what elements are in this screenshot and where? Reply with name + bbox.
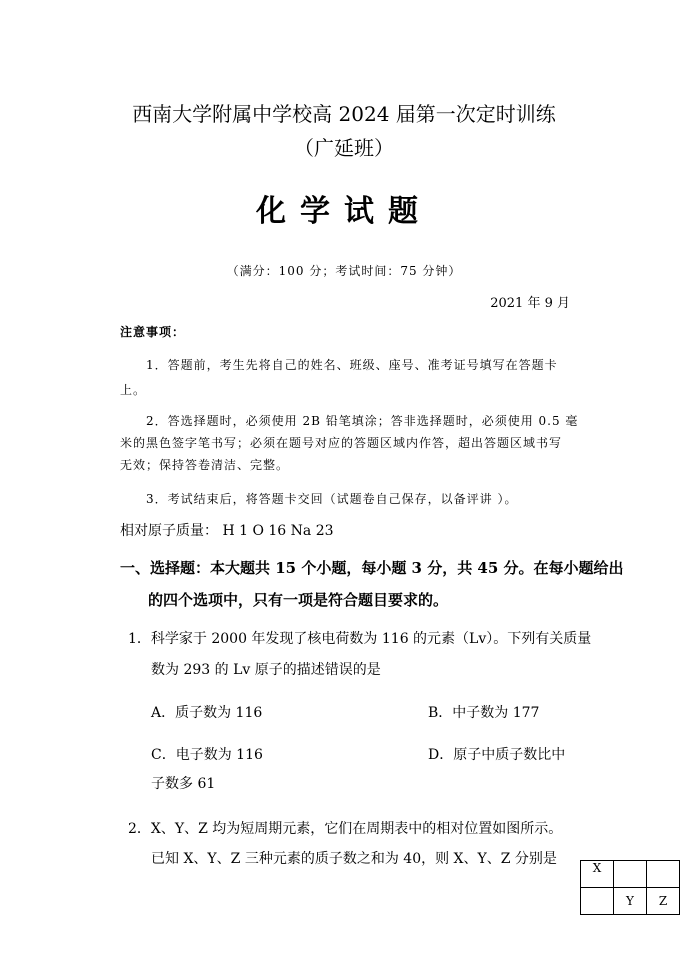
exam-title-line1: 西南大学附属中学校高 2024 届第一次定时训练 — [132, 102, 556, 126]
cell-x: X — [581, 861, 614, 888]
q1-option-b: B．中子数为 177 — [428, 705, 540, 721]
notice-item1-line2: 上。 — [120, 383, 147, 397]
notice-item1-line1: 1．答题前，考生先将自己的姓名、班级、座号、准考证号填写在答题卡 — [146, 358, 558, 372]
notice-heading: 注意事项： — [120, 325, 186, 339]
q1-option-d-line1: D．原子中质子数比中 — [428, 747, 566, 763]
notice-item2-line2: 米的黑色签字笔书写；必须在题号对应的答题区域内作答，超出答题区域书写 — [120, 436, 563, 450]
atomic-mass-line: 相对原子质量： H 1 O 16 Na 23 — [120, 523, 334, 539]
exam-meta: （满分：100 分；考试时间：75 分钟） — [226, 264, 462, 278]
notice-item2-line3: 无效；保持答卷清洁、完整。 — [120, 458, 290, 472]
q1-line1: 1．科学家于 2000 年发现了核电荷数为 116 的元素（Lv）。下列有关质量 — [128, 631, 592, 647]
notice-item3: 3．考试结束后，将答题卡交回（试题卷自己保存，以备评讲 ）。 — [146, 492, 518, 506]
q1-option-d-line2: 子数多 61 — [151, 776, 216, 792]
cell-y: Y — [614, 888, 647, 915]
q1-option-c: C．电子数为 116 — [151, 747, 263, 763]
q2-line2: 已知 X、Y、Z 三种元素的质子数之和为 40，则 X、Y、Z 分别是 — [151, 851, 557, 867]
q1-option-a: A．质子数为 116 — [151, 705, 263, 721]
subject-title: 化学试题 — [256, 194, 432, 229]
q2-line1: 2．X、Y、Z 均为短周期元素，它们在周期表中的相对位置如图所示。 — [128, 821, 563, 837]
periodic-table-fragment — [580, 860, 680, 915]
exam-date: 2021 年 9 月 — [490, 296, 570, 311]
cell-empty — [647, 861, 680, 888]
section1-line1: 一、选择题：本大题共 15 个小题，每小题 3 分，共 45 分。在每小题给出 — [120, 559, 624, 577]
exam-title-line2: （广延班） — [294, 136, 394, 160]
cell-empty — [614, 861, 647, 888]
cell-empty — [581, 888, 614, 915]
notice-item2-line1: 2．答选择题时，必须使用 2B 铅笔填涂；答非选择题时，必须使用 0.5 毫 — [146, 414, 579, 428]
section1-line2: 的四个选项中，只有一项是符合题目要求的。 — [148, 591, 449, 609]
q1-line2: 数为 293 的 Lv 原子的描述错误的是 — [151, 662, 381, 678]
cell-z: Z — [647, 888, 680, 915]
